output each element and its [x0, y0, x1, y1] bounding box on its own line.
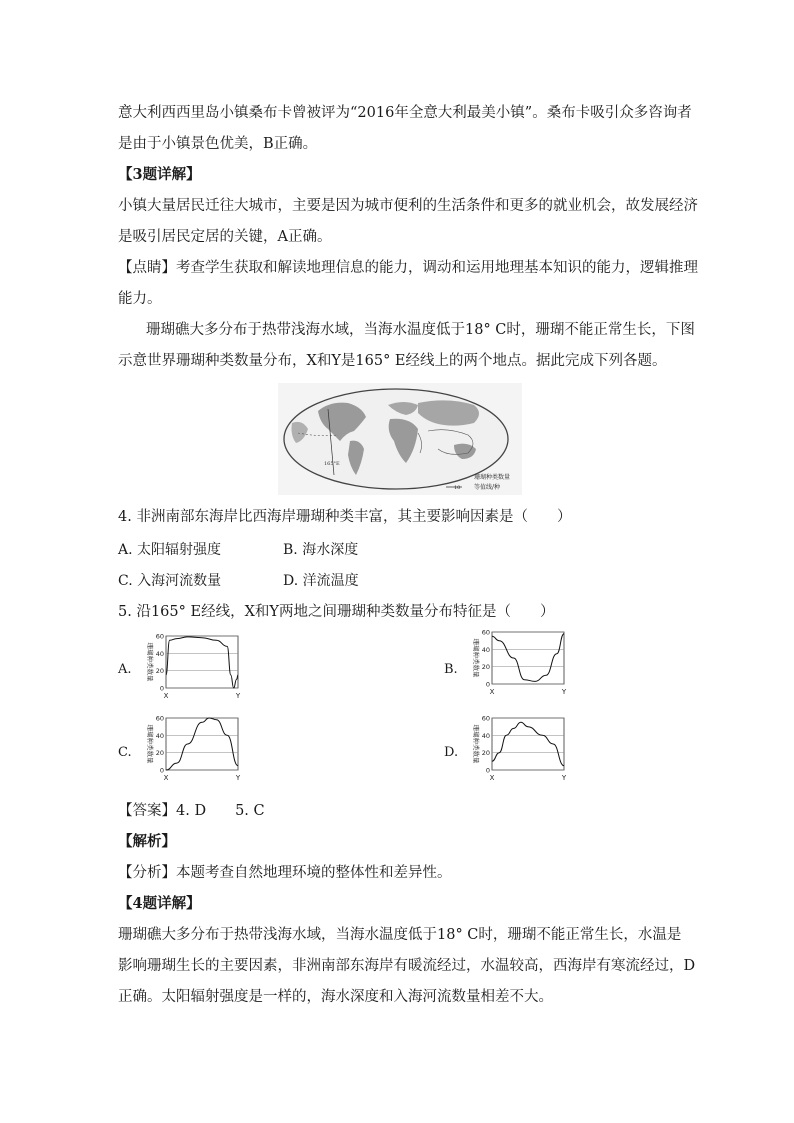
question-intro: 示意世界珊瑚种类数量分布，X和Y是165° E经线上的两个地点。据此完成下列各题。 [118, 353, 667, 369]
q5-chart-b[interactable] [466, 628, 576, 714]
world-coral-map [278, 383, 522, 495]
x-end-label: Y [235, 774, 241, 782]
dianjing-line: 能力。 [118, 291, 162, 307]
question-intro: 珊瑚礁大多分布于热带浅海水域，当海水温度低于18° C时，珊瑚不能正常生长，下图 [146, 322, 695, 338]
mini-chart-svg [140, 714, 250, 796]
x-start-label: X [489, 774, 495, 782]
y-tick-label: 60 [481, 628, 490, 637]
q4-option-a[interactable]: A. 太阳辐射强度 [118, 542, 222, 558]
y-axis-label: 珊瑚种类数量 [146, 724, 154, 764]
mini-chart-svg [140, 632, 250, 714]
mini-chart-svg [466, 628, 576, 710]
text-line: 是由于小镇景色优美，B正确。 [118, 136, 318, 152]
q5-chart-d[interactable] [466, 714, 576, 800]
fenxi-line: 【分析】本题考查自然地理环境的整体性和差异性。 [118, 865, 452, 881]
detail-line: 影响珊瑚生长的主要因素，非洲南部东海岸有暖流经过，水温较高，西海岸有寒流经过，D [118, 958, 696, 974]
text-line: 意大利西西里岛小镇桑布卡曾被评为“2016年全意大利最美小镇”。桑布卡吸引众多咨询者 [118, 105, 692, 121]
y-axis-label: 珊瑚种类数量 [472, 638, 480, 678]
detail-line: 珊瑚礁大多分布于热带浅海水域，当海水温度低于18° C时，珊瑚不能正常生长，水温是 [118, 927, 682, 943]
q5-chart-c[interactable] [140, 714, 250, 800]
q5-option-a-label[interactable]: A. [118, 662, 132, 677]
q5-option-b-label[interactable]: B. [444, 662, 458, 677]
meridian-label: 165°E [324, 461, 340, 467]
map-legend-unit: 等值线/种 [474, 484, 501, 491]
text-line: 是吸引居民定居的关键，A正确。 [118, 229, 332, 245]
x-end-label: Y [561, 774, 567, 782]
question-5-stem: 5. 沿165° E经线，X和Y两地之间珊瑚种类数量分布特征是（ ） [118, 604, 555, 620]
x-start-label: X [163, 692, 169, 700]
map-legend-value: 10 [454, 485, 461, 491]
jiexi-heading: 【解析】 [118, 833, 176, 850]
x-end-label: Y [235, 692, 241, 700]
y-tick-label: 20 [155, 667, 164, 676]
plot-frame [166, 636, 238, 688]
section-heading-3: 【3题详解】 [118, 166, 201, 183]
q4-option-b[interactable]: B. 海水深度 [283, 542, 359, 558]
mini-chart-svg [466, 714, 576, 796]
y-tick-label: 60 [481, 714, 490, 723]
y-tick-label: 0 [485, 680, 490, 689]
y-tick-label: 0 [159, 684, 164, 693]
q4-option-d[interactable]: D. 洋流温度 [283, 573, 359, 589]
y-tick-label: 0 [485, 766, 490, 775]
question-4-stem: 4. 非洲南部东海岸比西海岸珊瑚种类丰富，其主要影响因素是（ ） [118, 509, 572, 525]
x-start-label: X [163, 774, 169, 782]
answer-line: 【答案】4. D 5. C [118, 803, 265, 819]
x-end-label: Y [561, 688, 567, 696]
y-axis-label: 珊瑚种类数量 [146, 642, 154, 682]
y-tick-label: 40 [481, 645, 490, 654]
y-tick-label: 20 [481, 749, 490, 758]
section-heading-4: 【4题详解】 [118, 895, 201, 912]
dianjing-line: 【点睛】考查学生获取和解读地理信息的能力，调动和运用地理基本知识的能力，逻辑推理 [118, 260, 698, 276]
y-tick-label: 40 [155, 649, 164, 658]
y-tick-label: 40 [481, 731, 490, 740]
map-legend-title: 珊瑚种类数量 [474, 474, 511, 481]
x-start-label: X [489, 688, 495, 696]
q5-option-d-label[interactable]: D. [444, 745, 459, 760]
q5-chart-a[interactable] [140, 632, 250, 718]
y-axis-label: 珊瑚种类数量 [472, 724, 480, 764]
y-tick-label: 0 [159, 766, 164, 775]
q5-option-c-label[interactable]: C. [118, 745, 132, 760]
plot-frame [166, 718, 238, 770]
text-line: 小镇大量居民迁往大城市，主要是因为城市便利的生活条件和更多的就业机会，故发展经济 [118, 198, 698, 214]
detail-line: 正确。太阳辐射强度是一样的，海水深度和入海河流数量相差不大。 [118, 989, 553, 1005]
y-tick-label: 60 [155, 632, 164, 641]
y-tick-label: 20 [481, 663, 490, 672]
y-tick-label: 60 [155, 714, 164, 723]
q4-option-c[interactable]: C. 入海河流数量 [118, 573, 222, 589]
y-tick-label: 20 [155, 749, 164, 758]
y-tick-label: 40 [155, 731, 164, 740]
